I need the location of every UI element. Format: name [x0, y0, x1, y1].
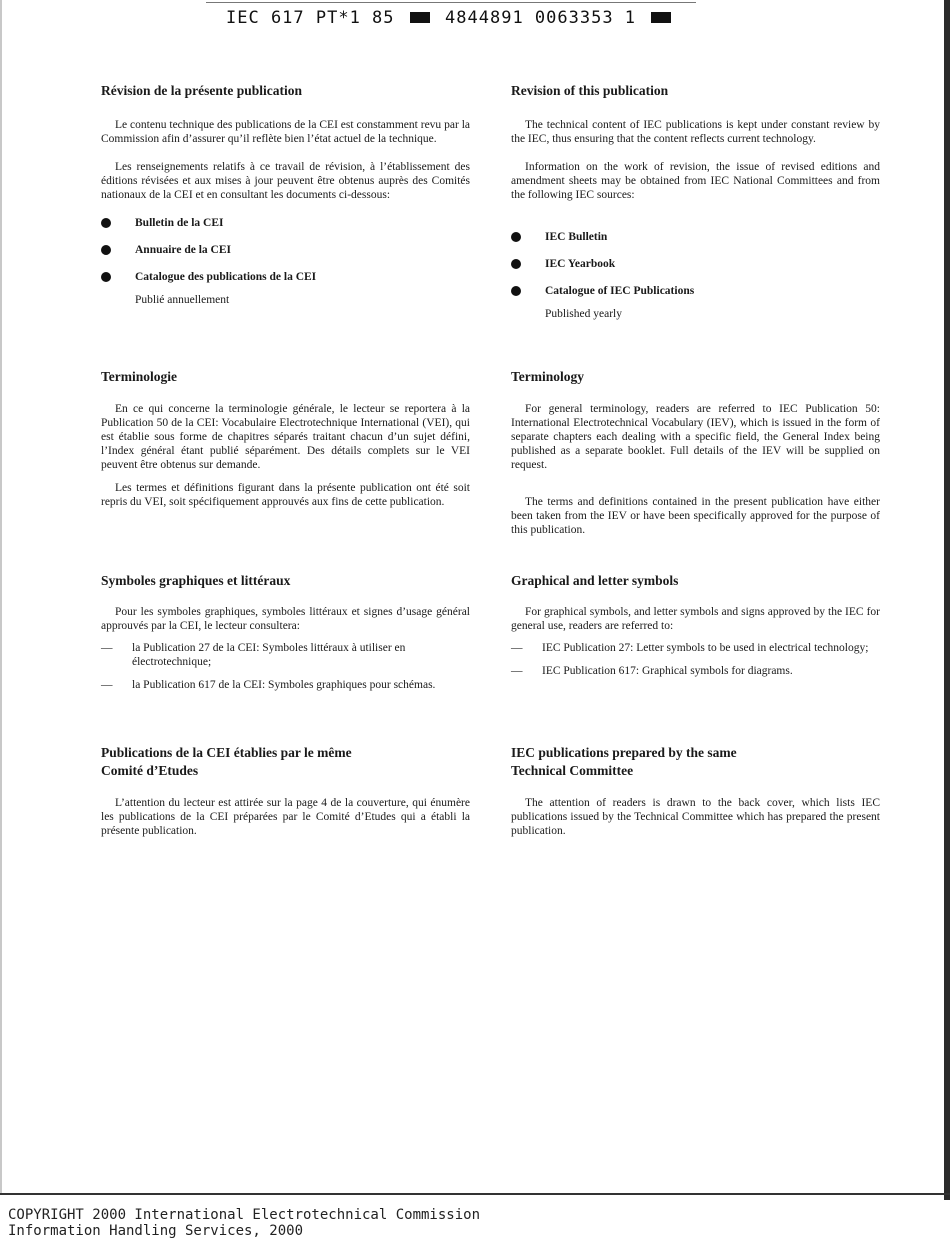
- distributor-line: Information Handling Services, 2000: [8, 1223, 304, 1239]
- en-symbols-section: [511, 572, 880, 678]
- document-serial: 4844891 0063353 1: [445, 8, 637, 28]
- fr-symbols-section: [101, 572, 470, 692]
- en-bullet-item: IEC Bulletin: [511, 230, 880, 244]
- fr-committee-section: [101, 744, 470, 838]
- document-code-header: [226, 8, 675, 28]
- bullet-icon: [101, 272, 111, 282]
- fr-symbols-p1: Pour les symboles graphiques, symboles littéraux et signes d’usage général approuvés par la CEI, le lecteur consultera:: [101, 606, 470, 632]
- bullet-icon: [101, 245, 111, 255]
- en-committee-section: [511, 744, 880, 838]
- fr-revision-p2: Les renseignements relatifs à ce travail de révision, à l’établissement des éditions révisées et aux mises à jour peuvent être obtenus auprès des Comités nationaux de la CEI et en consultant les documents ci-dessous:: [101, 161, 470, 201]
- en-terminology-p2: The terms and definitions contained in the present publication have either been taken from the IEV or have been specifically approved for the purpose of this publication.: [511, 496, 880, 536]
- bullet-icon: [511, 232, 521, 242]
- scan-right-edge: [944, 0, 950, 1200]
- en-committee-title: IEC publications prepared by the same Technical Committee: [511, 745, 737, 778]
- fr-revision-section: [101, 82, 470, 307]
- fr-bullet-item: Annuaire de la CEI: [101, 243, 470, 257]
- en-revision-section: [511, 82, 880, 321]
- fr-terminology-p2: Les termes et définitions figurant dans la présente publication ont été soit repris du VEI, soit spécifiquement approuvés aux fins de cette publication.: [101, 482, 470, 508]
- top-rule: [206, 2, 696, 3]
- fr-symbols-item: — la Publication 27 de la CEI: Symboles littéraux à utiliser en électrotechnique;: [101, 642, 406, 668]
- en-revision-title: Revision of this publication: [511, 83, 669, 98]
- barcode-block-icon: [651, 12, 671, 23]
- fr-terminology-p1: En ce qui concerne la terminologie générale, le lecteur se reportera à la Publication 50 de la CEI: Vocabulaire Electrotechnique International (VEI), qui est établie sous forme de chapitres séparés traitant chacun d’un sujet défini, l’Index général étant publié séparément. Des détails complets sur le VEI peuvent être obtenus sur demande.: [101, 403, 470, 471]
- en-terminology-p1: For general terminology, readers are referred to IEC Publication 50: International Electrotechnical Vocabulary (IEV), which is issued in the form of separate chapters each dealing with a specific field, the General Index being published as a separate booklet. Full details of the IEV will be supplied on request.: [511, 403, 880, 471]
- copyright-line: COPYRIGHT 2000 International Electrotechnical Commission: [8, 1207, 481, 1223]
- bullet-icon: [101, 218, 111, 228]
- bullet-icon: [511, 259, 521, 269]
- en-symbols-item: — IEC Publication 27: Letter symbols to be used in electrical technology;: [511, 642, 869, 654]
- en-publication-frequency: Published yearly: [545, 308, 622, 320]
- fr-symbols-title: Symboles graphiques et littéraux: [101, 573, 291, 588]
- scan-left-edge: [0, 0, 2, 1195]
- en-revision-p2: Information on the work of revision, the issue of revised editions and amendment sheets may be obtained from IEC National Committees and from the following IEC sources:: [511, 161, 880, 201]
- fr-bullet-item: Catalogue des publications de la CEI: [101, 270, 470, 284]
- bottom-rule: [0, 1193, 950, 1195]
- copyright-footer: [8, 1207, 480, 1239]
- en-bullet-item: IEC Yearbook: [511, 257, 880, 271]
- en-committee-p1: The attention of readers is drawn to the back cover, which lists IEC publications issued by the Technical Committee which has prepared the present publication.: [511, 797, 880, 837]
- fr-revision-p1: Le contenu technique des publications de la CEI est constamment revu par la Commission afin d’assurer qu’il reflète bien l’état actuel de la technique.: [101, 119, 470, 145]
- fr-symbols-item: — la Publication 617 de la CEI: Symboles graphiques pour schémas.: [101, 679, 436, 691]
- en-bullet-item: Catalogue of IEC Publications: [511, 284, 880, 298]
- document-code: IEC 617 PT*1 85: [226, 8, 395, 28]
- en-symbols-p1: For graphical symbols, and letter symbols and signs approved by the IEC for general use, readers are referred to:: [511, 606, 880, 632]
- en-terminology-section: [511, 368, 880, 537]
- fr-committee-title: Publications de la CEI établies par le même Comité d’Etudes: [101, 745, 352, 778]
- bullet-icon: [511, 286, 521, 296]
- fr-bullet-item: Bulletin de la CEI: [101, 216, 470, 230]
- fr-terminology-section: [101, 368, 470, 509]
- fr-publication-frequency: Publié annuellement: [135, 294, 230, 306]
- en-symbols-item: — IEC Publication 617: Graphical symbols for diagrams.: [511, 665, 793, 677]
- en-terminology-title: Terminology: [511, 369, 585, 384]
- fr-terminology-title: Terminologie: [101, 369, 177, 384]
- fr-committee-p1: L’attention du lecteur est attirée sur la page 4 de la couverture, qui énumère les publications de la CEI préparées par le Comité d’Etudes qui a établi la présente publication.: [101, 797, 470, 837]
- en-symbols-title: Graphical and letter symbols: [511, 573, 679, 588]
- fr-revision-title: Révision de la présente publication: [101, 83, 303, 98]
- barcode-block-icon: [410, 12, 430, 23]
- en-revision-p1: The technical content of IEC publications is kept under constant review by the IEC, thus ensuring that the content reflects current technology.: [511, 119, 880, 145]
